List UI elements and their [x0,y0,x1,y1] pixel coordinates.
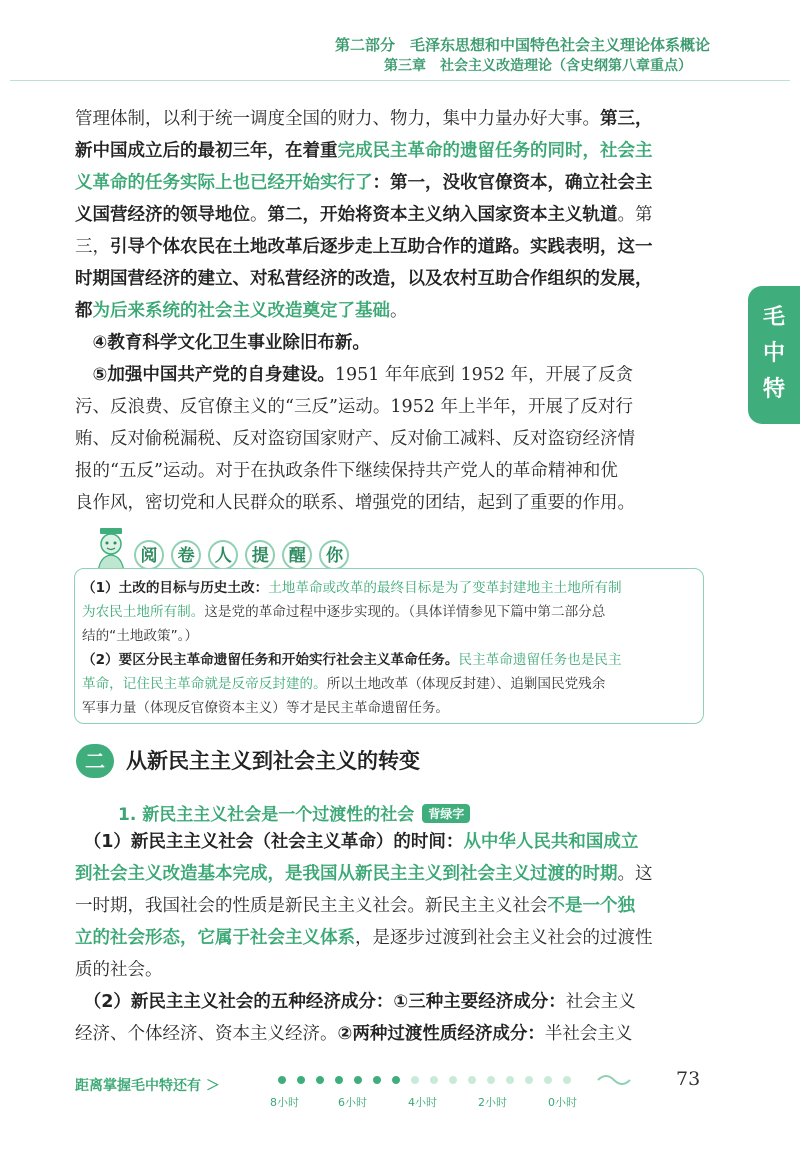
body-line [75,231,705,263]
text-span: （2）新民主主义社会的五种经济成分：①三种主要经济成分： [92,992,566,1012]
section-line [75,986,705,1018]
text-span: 军事力量（体现反官僚资本主义）等才是民主革命遗留任务。 [82,700,450,716]
body-text [75,103,705,519]
text-span: 革命，记住民主革命就是反帝反封建的。 [82,676,327,692]
text-span [75,992,93,1012]
text-span: 质的社会。 [75,960,163,980]
reminder-title-char: 人 [208,540,238,570]
section-line [75,826,705,858]
text-span: 到社会主义改造基本完成，是我国从新民主主义到社会主义过渡的时期 [75,864,618,884]
text-span: 新中国成立后的最初三年，在着重 [75,141,338,161]
reminder-line [82,624,696,648]
text-span: 所以土地改革（体现反封建）、追剿国民党残余 [326,676,606,692]
progress-dot [487,1076,495,1084]
reminder-line [82,600,696,624]
body-line [75,167,705,199]
text-span: 管理体制，以利于统一调度全国的财力、物力，集中力量办好大事。 [75,109,600,129]
text-span: ，是逐步过渡到社会主义社会的过渡性 [355,928,653,948]
progress-dot [335,1076,343,1084]
text-span: 贿、反对偷税漏税、反对盗窃国家财产、反对偷工减料、反对盗窃经济情 [75,429,635,449]
text-span [75,365,93,385]
text-span [75,832,93,852]
text-span: 污、反浪费、反官僚主义的“三反”运动。1952 年上半年，开展了反对行 [75,397,633,417]
text-span: 义国营经济的领导地位 [75,205,250,225]
reminder-title [134,540,351,570]
body-line [75,135,705,167]
body-line [75,263,705,295]
text-span: 时期国营经济的建立、对私营经济的改造，以及农村互助合作组织的发展， [75,269,653,289]
section-line [75,890,705,922]
body-line [75,391,705,423]
text-span: （1）土改的目标与历史土改： [82,580,269,596]
text-span: 结的“土地政策”。） [82,628,199,644]
header-part-title: 第二部分 毛泽东思想和中国特色社会主义理论体系概论 [334,36,710,54]
section-title: 从新民主主义到社会主义的转变 [126,749,420,773]
reminder-title-char: 你 [319,540,349,570]
progress-tick: 2小时 [478,1096,507,1109]
body-line [75,103,705,135]
text-span: 不是一个独 [547,896,635,916]
body-line [75,359,705,391]
text-span: 一时期，我国社会的性质是新民主主义社会。新民主主义社会 [75,896,548,916]
progress-dot [449,1076,457,1084]
section-body-text [75,826,705,1050]
text-span: 这是党的革命过程中逐步实现的。（具体详情参见下篇中第二部分总 [204,604,606,620]
reminder-line [82,672,696,696]
progress-dot [544,1076,552,1084]
subsection-title-text: 1. 新民主主义社会是一个过渡性的社会 [118,805,415,825]
progress-dot [297,1076,305,1084]
progress-dot [354,1076,362,1084]
text-span: 社会主义 [565,992,636,1012]
text-span: 义革命的任务实际上也已经开始实行了 [75,173,373,193]
progress-tick: 6小时 [338,1096,367,1109]
progress-dot [430,1076,438,1084]
text-span: 为后来系统的社会主义改造奠定了基础 [92,301,390,321]
side-tab-char: 特 [762,377,785,402]
text-span: 民主革命遗留任务也是民主 [458,652,622,668]
text-span: 1951 年年底到 1952 年，开展了反贪 [334,365,634,385]
side-tab-char: 毛 [762,305,785,330]
progress-tick: 8小时 [270,1096,299,1109]
memorize-green-badge: 背绿字 [422,804,470,823]
text-span: 第二，开始将资本主义纳入国家资本主义轨道 [267,205,618,225]
body-line [75,487,705,519]
progress-track [270,1070,670,1110]
progress-dot [392,1076,400,1084]
body-line [75,455,705,487]
text-span: 从中华人民共和国成立 [463,832,639,852]
progress-dot [506,1076,514,1084]
text-span: 完成民主革命的遗留任务的同时，社会主 [337,141,653,161]
text-span: 三， [75,237,110,257]
section-line [75,1018,705,1050]
text-span: 。第 [617,205,653,225]
reminder-line [82,576,696,600]
text-span: 报的“五反”运动。对于在执政条件下继续保持共产党人的革命精神和优 [75,461,618,481]
text-span: 。 [250,205,268,225]
reminder-text [82,576,696,720]
progress-dot [468,1076,476,1084]
reminder-title-char: 卷 [171,540,201,570]
section-number-badge: 二 [76,744,114,778]
text-span: （2）要区分民主革命遗留任务和开始实行社会主义革命任务。 [82,652,459,668]
wave-icon [596,1070,636,1090]
section-line [75,954,705,986]
text-span: 经济、个体经济、资本主义经济。 [75,1024,338,1044]
text-span: 。这 [617,864,653,884]
text-span: 都 [75,301,93,321]
header-chapter-title: 第三章 社会主义改造理论（含史纲第八章重点） [384,58,692,74]
progress-dot [525,1076,533,1084]
reminder-title-char: 阅 [134,540,164,570]
reminder-title-char: 提 [245,540,275,570]
side-tab-char: 中 [762,341,785,366]
text-span: 引导个体农民在土地改革后逐步走上互助合作的道路。实践表明，这一 [110,237,653,257]
text-span: 良作风，密切党和人民群众的联系、增强党的团结，起到了重要的作用。 [75,493,635,513]
reminder-line [82,696,696,720]
text-span: ②两种过渡性质经济成分： [337,1024,545,1044]
text-span: 立的社会形态，它属于社会主义体系 [75,928,355,948]
text-span: 第三， [600,109,653,129]
text-span: 为农民土地所有制。 [82,604,205,620]
body-line [75,423,705,455]
page-number: 73 [676,1068,701,1090]
progress-dot [563,1076,571,1084]
text-span: ④教育科学文化卫生事业除旧布新。 [92,333,370,353]
progress-dot [316,1076,324,1084]
text-span: ：第一，没收官僚资本，确立社会主 [372,173,653,193]
progress-dot [278,1076,286,1084]
text-span: 。 [390,301,408,321]
progress-dot [373,1076,381,1084]
text-span: ⑤加强中国共产党的自身建设。 [92,365,335,385]
progress-tick: 0小时 [548,1096,577,1109]
progress-tick: 4小时 [408,1096,437,1109]
text-span [75,333,93,353]
section-line [75,922,705,954]
side-tab-label [752,300,796,408]
text-span: 半社会主义 [544,1024,633,1044]
subsection-title [118,800,470,825]
reminder-title-char: 醒 [282,540,312,570]
progress-prompt: 距离掌握毛中特还有 ＞ [75,1078,220,1094]
header-divider [10,80,790,81]
body-line [75,199,705,231]
reminder-line [82,648,696,672]
text-span: （1）新民主主义社会（社会主义革命）的时间： [92,832,464,852]
section-line [75,858,705,890]
body-line [75,327,705,359]
progress-dot [411,1076,419,1084]
text-span: 土地革命或改革的最终目标是为了变革封建地主土地所有制 [268,580,622,596]
body-line [75,295,705,327]
